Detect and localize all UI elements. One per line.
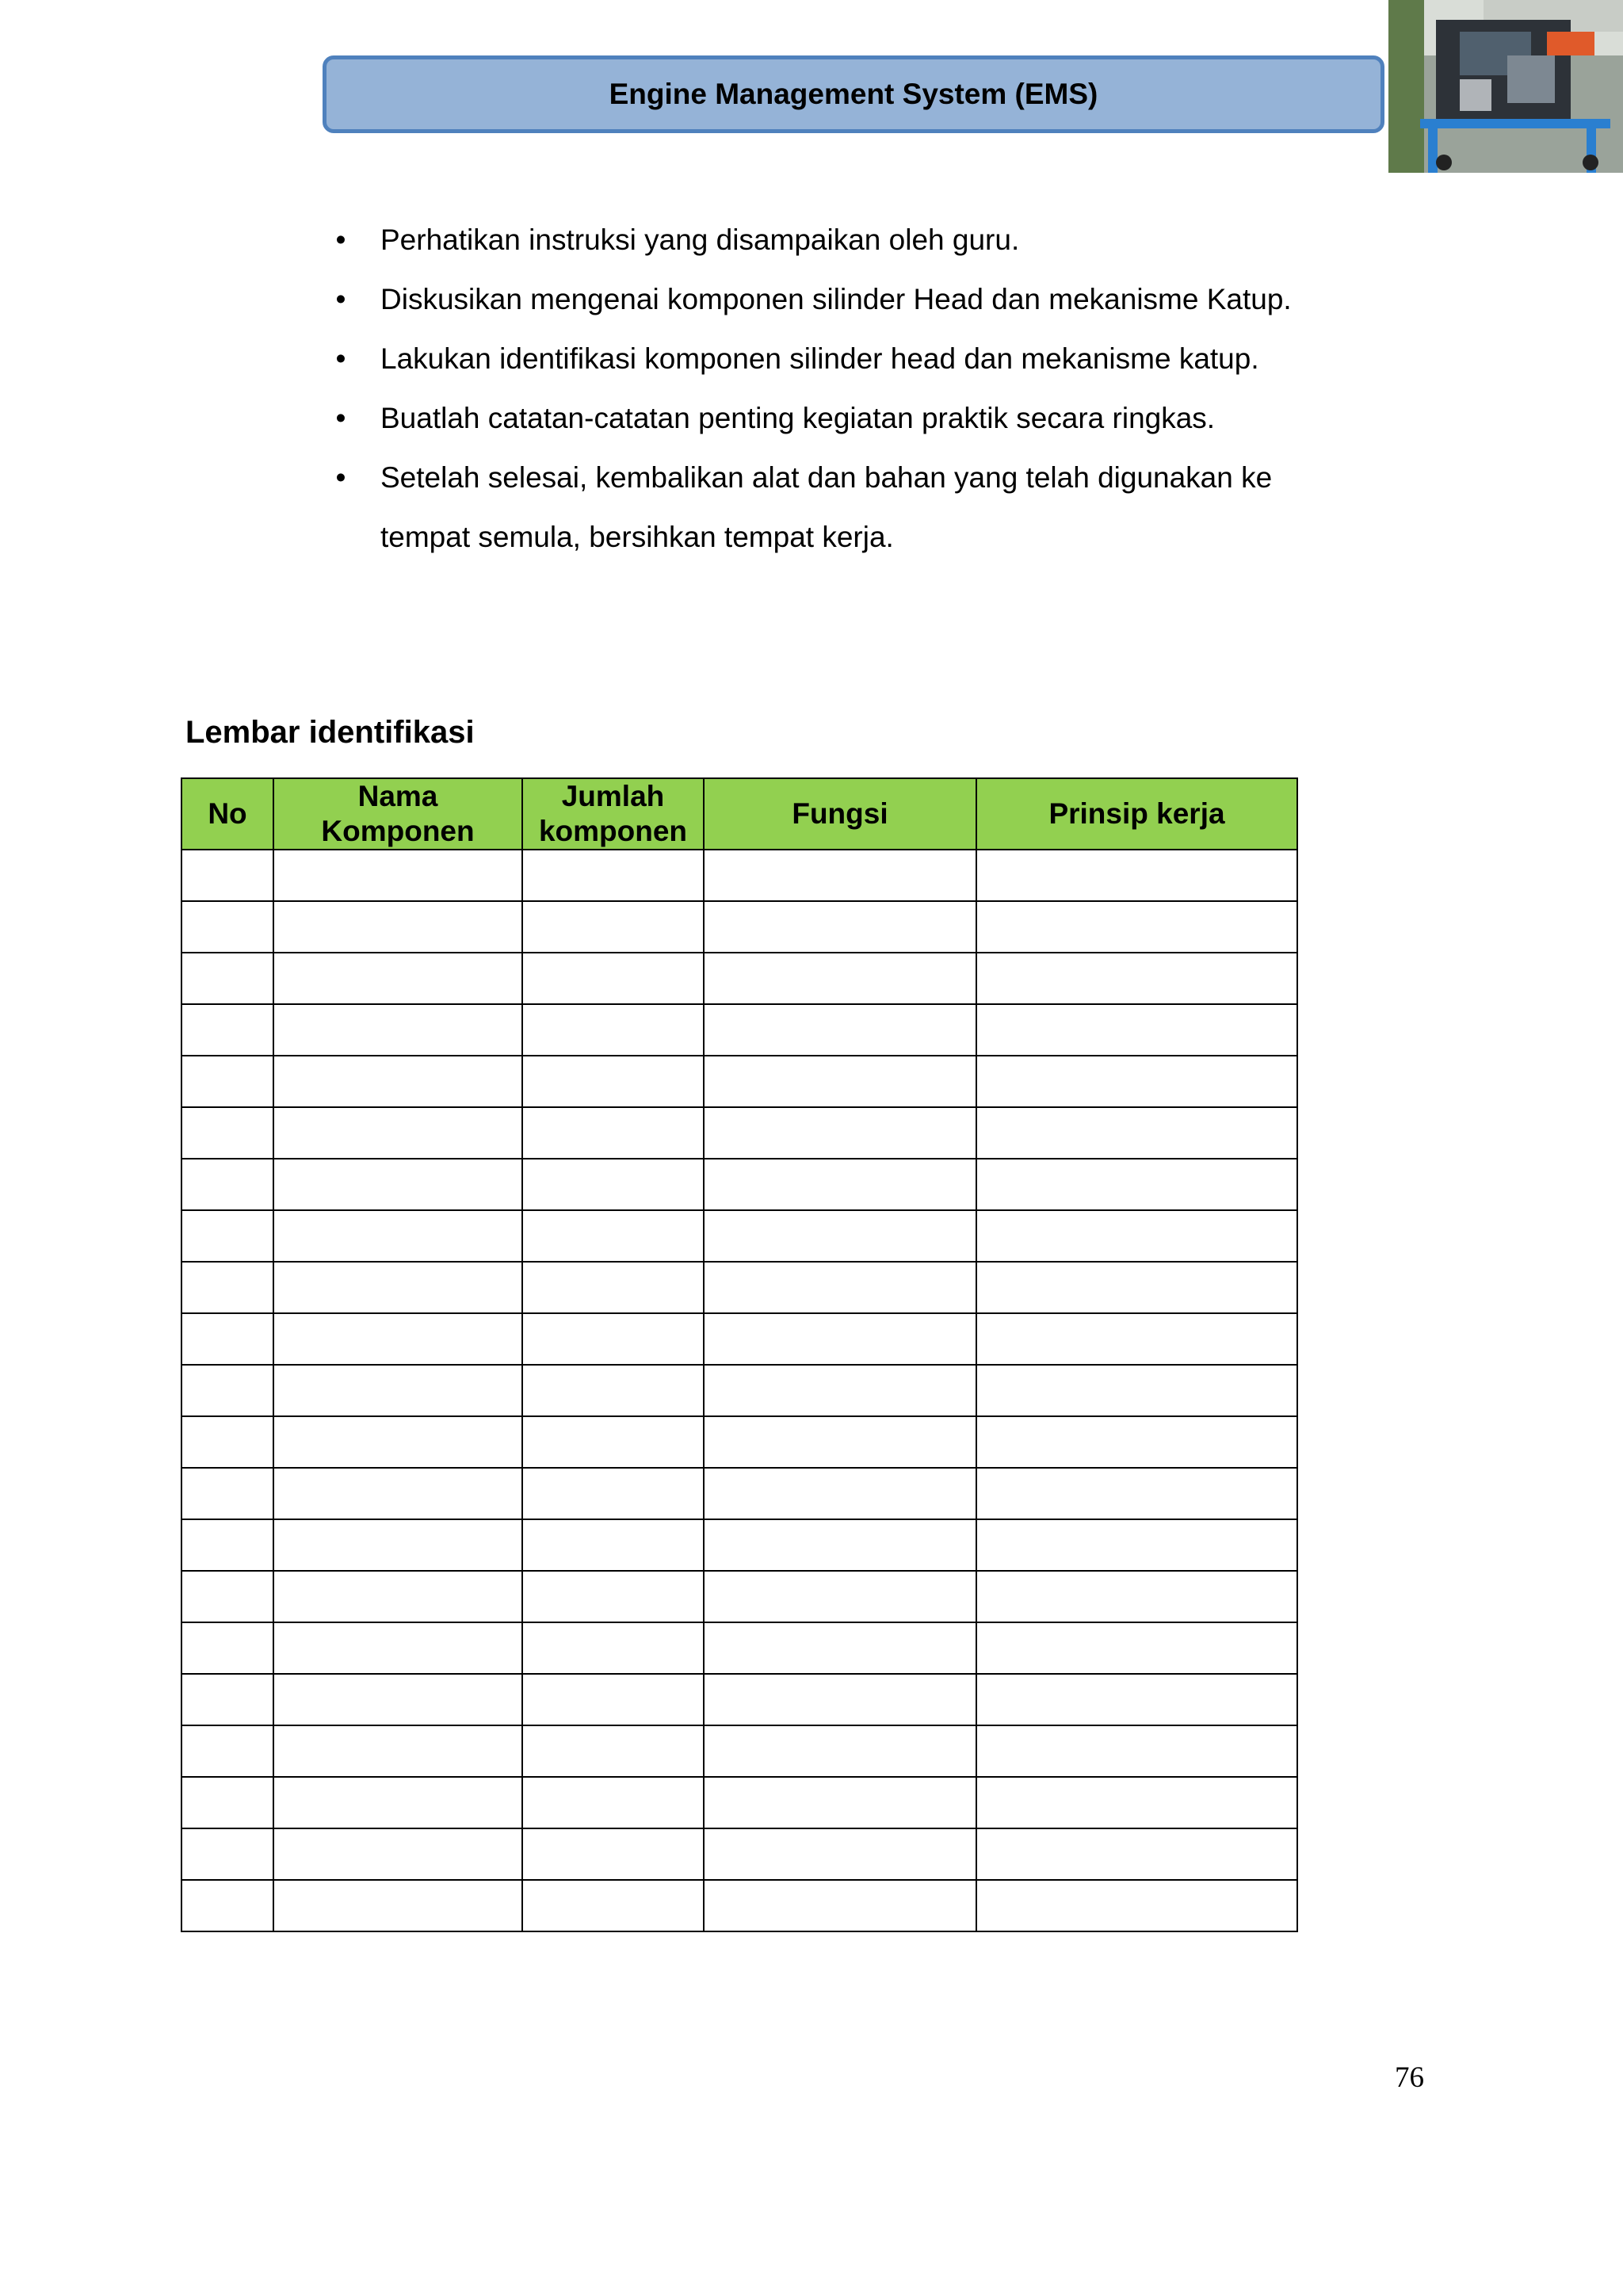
table-cell[interactable] [704, 1365, 976, 1416]
table-row [181, 1880, 1297, 1931]
table-cell[interactable] [976, 1880, 1297, 1931]
table-row [181, 1416, 1297, 1468]
table-cell[interactable] [976, 1416, 1297, 1468]
instruction-list [329, 210, 1423, 567]
table-cell[interactable] [273, 1622, 522, 1674]
table-cell[interactable] [522, 1107, 704, 1159]
table-body [181, 850, 1297, 1931]
table-cell[interactable] [522, 1777, 704, 1828]
table-row [181, 1313, 1297, 1365]
table-cell[interactable] [976, 1777, 1297, 1828]
table-cell[interactable] [181, 1416, 273, 1468]
table-cell[interactable] [704, 1056, 976, 1107]
table-cell[interactable] [273, 1674, 522, 1725]
table-cell[interactable] [976, 1056, 1297, 1107]
table-row [181, 1674, 1297, 1725]
table-cell[interactable] [976, 1210, 1297, 1262]
table-cell[interactable] [181, 850, 273, 901]
table-cell[interactable] [273, 1004, 522, 1056]
table-cell[interactable] [181, 1571, 273, 1622]
table-cell[interactable] [522, 850, 704, 901]
table-cell[interactable] [273, 1056, 522, 1107]
table-row [181, 1777, 1297, 1828]
table-cell[interactable] [704, 1468, 976, 1519]
table-cell[interactable] [522, 1519, 704, 1571]
table-cell[interactable] [976, 850, 1297, 901]
table-cell[interactable] [273, 1365, 522, 1416]
table-cell[interactable] [522, 1880, 704, 1931]
table-cell[interactable] [976, 1622, 1297, 1674]
table-cell[interactable] [704, 1622, 976, 1674]
table-cell[interactable] [273, 1468, 522, 1519]
table-cell[interactable] [273, 1313, 522, 1365]
table-cell[interactable] [522, 953, 704, 1004]
table-cell[interactable] [976, 1674, 1297, 1725]
table-row [181, 1622, 1297, 1674]
table-cell[interactable] [522, 1468, 704, 1519]
table-cell[interactable] [976, 1828, 1297, 1880]
bullet-icon: • [335, 342, 346, 375]
table-cell[interactable] [522, 1725, 704, 1777]
table-row [181, 850, 1297, 901]
bullet-icon: • [335, 283, 346, 315]
table-cell[interactable] [704, 1416, 976, 1468]
list-item: • Lakukan identifikasi komponen silinder head dan mekanisme katup. [329, 329, 1423, 388]
table-cell[interactable] [522, 1365, 704, 1416]
table-cell[interactable] [976, 1519, 1297, 1571]
table-cell[interactable] [181, 1365, 273, 1416]
table-cell[interactable] [522, 1262, 704, 1313]
identification-table [181, 777, 1298, 1932]
table-cell[interactable] [704, 1519, 976, 1571]
table-cell[interactable] [181, 1468, 273, 1519]
table-row [181, 1210, 1297, 1262]
table-cell[interactable] [704, 1004, 976, 1056]
table-row [181, 1004, 1297, 1056]
header-title: Engine Management System (EMS) [609, 78, 1098, 110]
table-cell[interactable] [273, 1159, 522, 1210]
table-cell[interactable] [273, 1828, 522, 1880]
table-cell[interactable] [976, 1313, 1297, 1365]
table-cell[interactable] [522, 1004, 704, 1056]
table-cell[interactable] [181, 1004, 273, 1056]
table-cell[interactable] [181, 1777, 273, 1828]
table-row [181, 1828, 1297, 1880]
table-cell[interactable] [704, 901, 976, 953]
column-header-nama-komponen: Nama Komponen [273, 778, 522, 850]
table-cell[interactable] [976, 1571, 1297, 1622]
table-cell[interactable] [181, 1674, 273, 1725]
table-cell[interactable] [181, 1828, 273, 1880]
page-number: 76 [1395, 2061, 1424, 2094]
table-row [181, 1365, 1297, 1416]
table-cell[interactable] [976, 1159, 1297, 1210]
table-cell[interactable] [522, 1828, 704, 1880]
table-cell[interactable] [181, 1210, 273, 1262]
table-cell[interactable] [273, 1262, 522, 1313]
table-cell[interactable] [704, 1210, 976, 1262]
table-cell[interactable] [704, 850, 976, 901]
table-row [181, 1571, 1297, 1622]
table-cell[interactable] [976, 901, 1297, 953]
engine-photo [1388, 0, 1623, 173]
table-cell[interactable] [181, 1107, 273, 1159]
table-cell[interactable] [181, 901, 273, 953]
table-cell[interactable] [976, 953, 1297, 1004]
table-cell[interactable] [704, 1107, 976, 1159]
table-cell[interactable] [522, 901, 704, 953]
column-header-no: No [181, 778, 273, 850]
table-row [181, 953, 1297, 1004]
column-header-jumlah-komponen: Jumlah komponen [522, 778, 704, 850]
column-header-fungsi: Fungsi [704, 778, 976, 850]
column-header-prinsip-kerja: Prinsip kerja [976, 778, 1297, 850]
table-cell[interactable] [704, 1828, 976, 1880]
table-row [181, 1519, 1297, 1571]
list-item: • Perhatikan instruksi yang disampaikan oleh guru. [329, 210, 1423, 269]
table-row [181, 1159, 1297, 1210]
table-cell[interactable] [273, 1571, 522, 1622]
list-item: • Buatlah catatan-catatan penting kegiatan praktik secara ringkas. [329, 388, 1423, 448]
table-cell[interactable] [704, 1777, 976, 1828]
table-cell[interactable] [522, 1622, 704, 1674]
table-cell[interactable] [273, 1519, 522, 1571]
table-cell[interactable] [976, 1725, 1297, 1777]
table-cell[interactable] [704, 1674, 976, 1725]
table-row [181, 901, 1297, 953]
table-cell[interactable] [181, 1262, 273, 1313]
table-cell[interactable] [181, 1056, 273, 1107]
table-cell[interactable] [181, 1880, 273, 1931]
table-cell[interactable] [704, 1159, 976, 1210]
table-cell[interactable] [181, 1519, 273, 1571]
table-row [181, 1107, 1297, 1159]
table-row [181, 1056, 1297, 1107]
bullet-icon: • [335, 461, 346, 494]
table-cell[interactable] [181, 1159, 273, 1210]
table-cell[interactable] [273, 1880, 522, 1931]
table-cell[interactable] [522, 1313, 704, 1365]
table-cell[interactable] [181, 953, 273, 1004]
table-cell[interactable] [976, 1468, 1297, 1519]
table-cell[interactable] [976, 1004, 1297, 1056]
table-cell[interactable] [704, 1313, 976, 1365]
table-cell[interactable] [273, 1725, 522, 1777]
table-cell[interactable] [704, 953, 976, 1004]
table-row [181, 1262, 1297, 1313]
table-cell[interactable] [181, 1313, 273, 1365]
table-cell[interactable] [273, 1210, 522, 1262]
table-cell[interactable] [273, 953, 522, 1004]
section-title: Lembar identifikasi [185, 715, 475, 750]
table-cell[interactable] [522, 1674, 704, 1725]
list-item: • Setelah selesai, kembalikan alat dan bahan yang telah digunakan ke tempat semula, bersihkan tempat kerja. [329, 448, 1423, 567]
table-cell[interactable] [704, 1880, 976, 1931]
table-cell[interactable] [273, 1107, 522, 1159]
table-cell[interactable] [976, 1365, 1297, 1416]
list-item: • Diskusikan mengenai komponen silinder Head dan mekanisme Katup. [329, 269, 1423, 329]
table-cell[interactable] [522, 1159, 704, 1210]
table-cell[interactable] [181, 1725, 273, 1777]
table-cell[interactable] [704, 1725, 976, 1777]
table-row [181, 1468, 1297, 1519]
table-header-row [181, 778, 1297, 850]
table-cell[interactable] [273, 901, 522, 953]
table-cell[interactable] [522, 1210, 704, 1262]
table-cell[interactable] [704, 1571, 976, 1622]
table-cell[interactable] [976, 1107, 1297, 1159]
bullet-icon: • [335, 223, 346, 256]
table-cell[interactable] [273, 1777, 522, 1828]
header-banner [323, 55, 1384, 133]
table-cell[interactable] [181, 1622, 273, 1674]
table-cell[interactable] [976, 1262, 1297, 1313]
bullet-icon: • [335, 402, 346, 434]
table-cell[interactable] [704, 1262, 976, 1313]
table-cell[interactable] [522, 1056, 704, 1107]
table-cell[interactable] [522, 1416, 704, 1468]
table-row [181, 1725, 1297, 1777]
table-cell[interactable] [273, 850, 522, 901]
table-cell[interactable] [522, 1571, 704, 1622]
table-cell[interactable] [273, 1416, 522, 1468]
